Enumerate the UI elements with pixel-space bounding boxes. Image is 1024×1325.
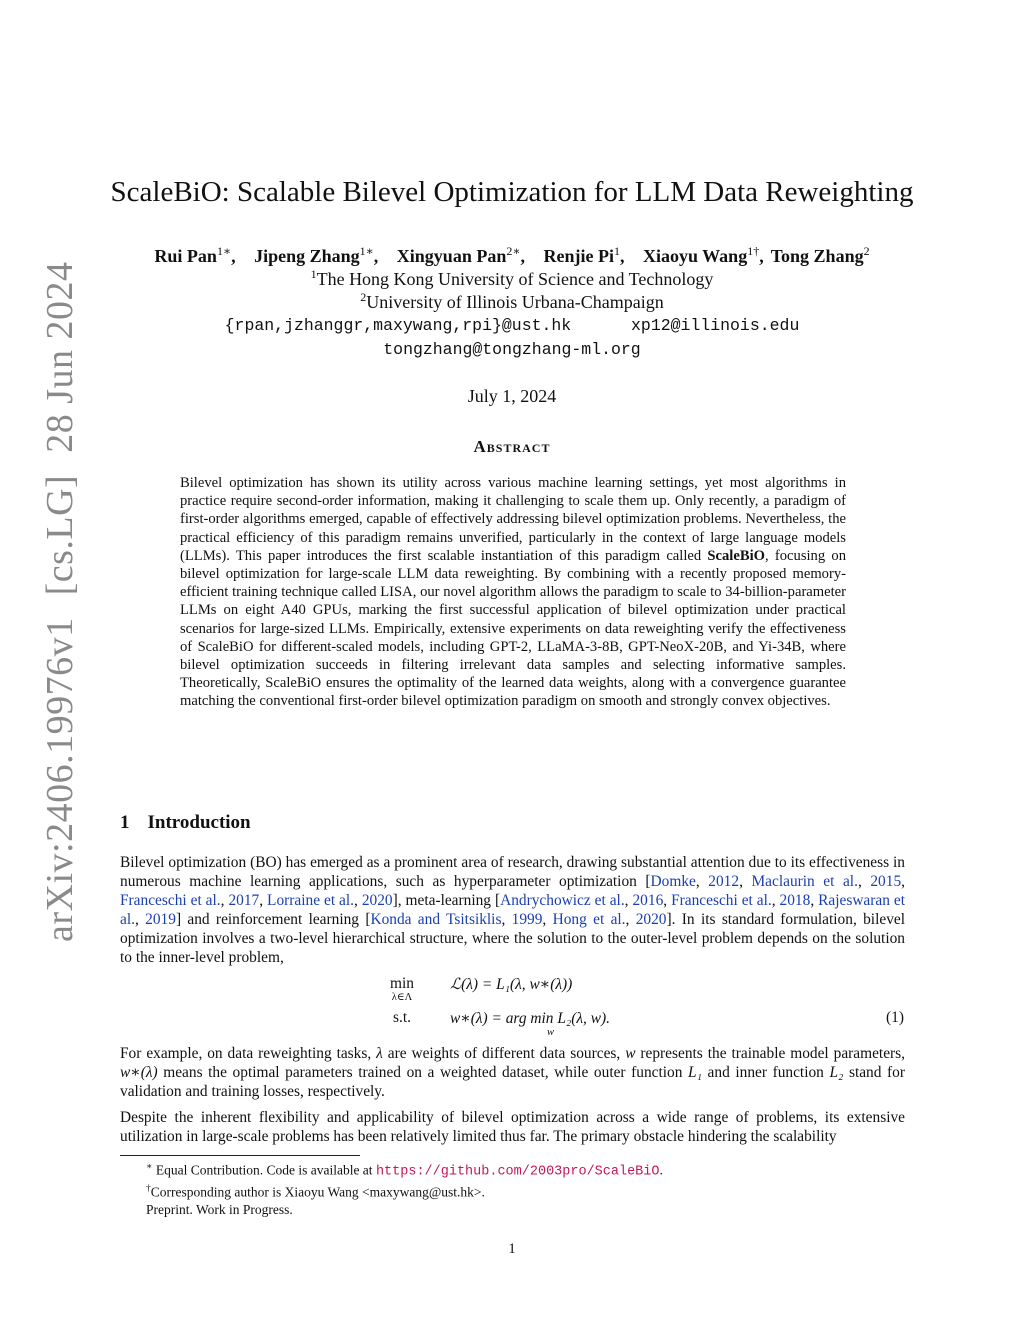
citation-link[interactable]: Konda and Tsitsiklis: [370, 911, 502, 928]
footnote: ∗ Equal Contribution. Code is available at https://github.com/2003pro/ScaleBiO.: [146, 1162, 663, 1180]
author-list: [0, 244, 1024, 267]
affiliation: $^1$The Hong Kong University of Science and Technology: [310, 267, 714, 289]
arxiv-date: 28 Jun 2024: [39, 261, 81, 453]
citation-link[interactable]: 2020: [361, 892, 393, 909]
author: Renjie Pi$^1$,: [543, 244, 625, 266]
arxiv-id: arXiv:2406.19976v1: [39, 617, 81, 942]
footnote: †Corresponding author is Xiaoyu Wang <maxywang@ust.hk>.: [146, 1184, 485, 1200]
email[interactable]: {rpan,jzhanggr,maxywang,rpi}@ust.hk: [224, 316, 572, 335]
footnote: Preprint. Work in Progress.: [146, 1202, 293, 1217]
equation-operator: min λ∈Λ: [390, 975, 414, 1003]
intro-paragraph-3: Despite the inherent flexibility and applicability of bilevel optimization across a wide range of problems, its extensive utilization in large-scale problems has been relatively limited thus far. The primary obstacle hindering the scalability: [120, 1109, 905, 1145]
code-link[interactable]: https://github.com/2003pro/ScaleBiO: [375, 1164, 660, 1180]
equation-expression: w∗(λ) = arg min w L₂(λ, w).: [450, 1010, 610, 1038]
intro-paragraph-2: For example, on data reweighting tasks, λ are weights of different data sources, w represents the trainable model parameters, w∗(λ) means the optimal parameters trained on a weighted dataset, while outer function L₁ and inner function L₂ stand for validation and training losses, respectively.: [120, 1045, 906, 1100]
equation-number: (1): [886, 1009, 904, 1026]
paper-title: ScaleBiO: Scalable Bilevel Optimization for LLM Data Reweighting: [110, 176, 914, 208]
equation-expression: ℒ(λ) = L₁(λ, w∗(λ)): [450, 976, 573, 993]
author: Xiaoyu Wang$^{1\dagger}$,: [642, 244, 764, 266]
citation-link[interactable]: 2016: [632, 892, 664, 909]
page-number: 1: [508, 1241, 516, 1257]
abstract-heading: Abstract: [473, 437, 551, 456]
citation-link[interactable]: Andrychowicz et al.: [500, 892, 625, 909]
citation-link[interactable]: 2020: [635, 911, 667, 928]
author-email[interactable]: tongzhang@tongzhang-ml.org: [383, 340, 641, 359]
email[interactable]: xp12@illinois.edu: [631, 316, 800, 335]
citation-link[interactable]: 2019: [145, 911, 176, 928]
affiliation: $^2$University of Illinois Urbana-Champaign: [360, 290, 664, 312]
footnotes: [146, 1159, 663, 1219]
citation-link[interactable]: Rajeswaran et al.: [120, 892, 905, 928]
citation-link[interactable]: 2017: [228, 892, 260, 909]
section-heading: 1 Introduction: [120, 812, 251, 833]
citation-link[interactable]: Franceschi et al.: [671, 892, 772, 909]
citation-link[interactable]: Maclaurin et al.: [751, 873, 858, 890]
citation-link[interactable]: 2012: [708, 873, 740, 890]
citation-link[interactable]: Hong et al.: [552, 911, 626, 928]
citation-link[interactable]: 1999: [511, 911, 543, 928]
citation-link[interactable]: 2018: [779, 892, 811, 909]
citation-link[interactable]: 2015: [870, 873, 902, 890]
abstract-body: Bilevel optimization has shown its utility across various machine learning settings, yet most algorithms in practice require second-order information, making it challenging to scale them up. Only recently, a paradigm of first-order algorithms emerged, capable of effectively addressing bilevel optimization problems. Nevertheless, the practical efficiency of this paradigm remains unverified, particularly in the context of large language models (LLMs). This paper introduces the first scalable instantiation of this paradigm called ScaleBiO, focusing on bilevel optimization for large-scale LLM data reweighting. By combining with a recently proposed memory-efficient training technique called LISA, our novel algorithm allows the paradigm to scale to 34-billion-parameter LLMs on eight A40 GPUs, marking the first successful application of bilevel optimization under practical scenarios for large-sized LLMs. Empirically, extensive experiments on data reweighting verify the effectiveness of ScaleBiO for different-scaled models, including GPT-2, LLaMA-3-8B, GPT-NeoX-20B, and Yi-34B, where bilevel optimization succeeds in filtering irrelevant data samples and selecting informative samples. Theoretically, ScaleBiO ensures the optimality of the learned data weights, along with a convergence guarantee matching the conventional first-order bilevel optimization paradigm on smooth and strongly convex objectives.: [180, 475, 846, 710]
author-emails: [0, 316, 1024, 335]
equation-operator: s.t.: [393, 1009, 411, 1026]
footnote-divider: [120, 1155, 360, 1156]
citation-link[interactable]: Domke: [650, 873, 696, 890]
citation-link[interactable]: Franceschi et al.: [120, 892, 221, 909]
author: Tong Zhang$^2$: [770, 244, 870, 266]
author: Jipeng Zhang$^{1∗}$,: [254, 244, 379, 266]
author: Xingyuan Pan$^{2∗}$,: [396, 244, 525, 266]
arxiv-category: [cs.LG]: [39, 474, 81, 596]
author: Rui Pan$^{1∗}$,: [154, 244, 236, 266]
paper-date: July 1, 2024: [467, 386, 557, 406]
intro-paragraph-1: Bilevel optimization (BO) has emerged as a prominent area of research, drawing substantial attention due to its effectiveness in numerous machine learning applications, such as hyperparameter optimization [Domke, 2012, Maclaurin et al., 2015, Franceschi et al., 2017, Lorraine et al., 2020], meta-learning [Andrychowicz et al., 2016, Franceschi et al., 2018, Rajeswaran et al., 2019] and reinforcement learning [Konda and Tsitsiklis, 1999, Hong et al., 2020]. In its standard formulation, bilevel optimization involves a two-level hierarchical structure, where the solution to the outer-level problem depends on the solution to the inner-level problem,: [120, 854, 905, 966]
citation-link[interactable]: Lorraine et al.: [267, 892, 355, 909]
